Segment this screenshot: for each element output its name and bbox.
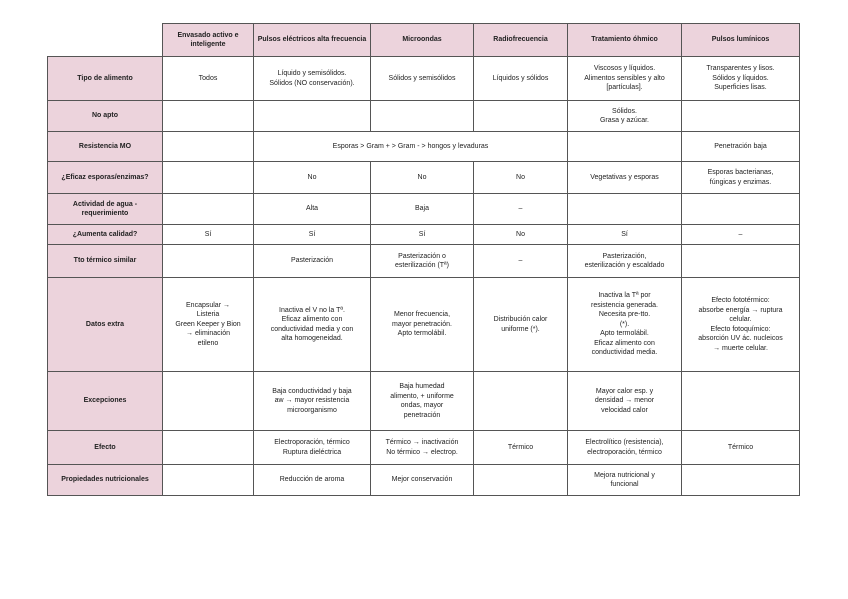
table-cell — [474, 372, 568, 431]
table-cell: Inactiva la Tª por resistencia generada. Necesita pre-tto. (*). Apto termolábil. Eficaz alimento con conductividad media. — [568, 278, 682, 372]
table-cell: Sólidos. Grasa y azúcar. — [568, 101, 682, 132]
table-cell: Baja — [371, 194, 474, 225]
table-cell — [163, 465, 254, 496]
table-cell: Térmico — [682, 431, 800, 465]
table-cell: Pasterización — [254, 245, 371, 278]
table-row — [48, 278, 800, 372]
table-cell: Alta — [254, 194, 371, 225]
table-cell — [254, 101, 371, 132]
table-cell — [682, 465, 800, 496]
row-header: Propiedades nutricionales — [48, 465, 163, 496]
table-cell — [682, 372, 800, 431]
table-cell: Mejor conservación — [371, 465, 474, 496]
table-cell: – — [474, 245, 568, 278]
table-cell: Inactiva el V no la Tª. Eficaz alimento con conductividad media y con alta homogeneidad. — [254, 278, 371, 372]
table-cell: – — [474, 194, 568, 225]
spanning-cell: Esporas > Gram + > Gram - > hongos y levaduras — [254, 132, 568, 162]
column-header: Microondas — [371, 24, 474, 57]
table-cell: Sí — [254, 225, 371, 245]
table-cell — [474, 101, 568, 132]
table-cell — [682, 245, 800, 278]
table-cell: Pasterización o esterilización (Tª) — [371, 245, 474, 278]
table-cell: Electrolítico (resistencia), electroporación, térmico — [568, 431, 682, 465]
corner-cell — [48, 24, 163, 57]
table-cell: Transparentes y lisos. Sólidos y líquidos. Superficies lisas. — [682, 57, 800, 101]
table-cell: Baja conductividad y baja aw → mayor resistencia microorganismo — [254, 372, 371, 431]
table-cell: Electroporación, térmico Ruptura dieléctrica — [254, 431, 371, 465]
table-cell: Viscosos y líquidos. Alimentos sensibles y alto [partículas]. — [568, 57, 682, 101]
table-cell — [163, 132, 254, 162]
table-cell — [163, 162, 254, 194]
row-header: Efecto — [48, 431, 163, 465]
table-cell: No — [254, 162, 371, 194]
table-cell: Líquido y semisólidos. Sólidos (NO conservación). — [254, 57, 371, 101]
table-row — [48, 372, 800, 431]
column-header: Pulsos eléctricos alta frecuencia — [254, 24, 371, 57]
table-row — [48, 225, 800, 245]
column-header: Radiofrecuencia — [474, 24, 568, 57]
table-cell: Mayor calor esp. y densidad → menor velocidad calor — [568, 372, 682, 431]
table-cell: Pasterización, esterilización y escaldado — [568, 245, 682, 278]
table-cell: Sí — [568, 225, 682, 245]
table-cell: Baja humedad alimento, + uniforme ondas, mayor penetración — [371, 372, 474, 431]
table-cell — [474, 465, 568, 496]
table-cell: Térmico → inactivación No térmico → electrop. — [371, 431, 474, 465]
table-cell: – — [682, 225, 800, 245]
table-cell: No — [371, 162, 474, 194]
table-cell: No — [474, 225, 568, 245]
table-cell: Sólidos y semisólidos — [371, 57, 474, 101]
table-cell: Sí — [163, 225, 254, 245]
table-cell: Todos — [163, 57, 254, 101]
comparison-table — [47, 23, 800, 496]
table-cell: No — [474, 162, 568, 194]
table-cell — [163, 372, 254, 431]
table-cell — [371, 101, 474, 132]
row-header: No apto — [48, 101, 163, 132]
row-header: ¿Eficaz esporas/enzimas? — [48, 162, 163, 194]
table-cell: Sí — [371, 225, 474, 245]
table-cell: Efecto fototérmico: absorbe energía → ruptura celular. Efecto fotoquímico: absorción UV ác. nucleicos → muerte celular. — [682, 278, 800, 372]
table-cell — [163, 245, 254, 278]
row-header: ¿Aumenta calidad? — [48, 225, 163, 245]
table-row — [48, 245, 800, 278]
table-cell — [163, 431, 254, 465]
table-row — [48, 162, 800, 194]
row-header: Actividad de agua - requerimiento — [48, 194, 163, 225]
table-cell — [163, 101, 254, 132]
table-cell: Esporas bacterianas, fúngicas y enzimas. — [682, 162, 800, 194]
header-row — [48, 24, 800, 57]
row-header: Tto térmico similar — [48, 245, 163, 278]
table-cell: Menor frecuencia, mayor penetración. Apto termolábil. — [371, 278, 474, 372]
column-header: Tratamiento óhmico — [568, 24, 682, 57]
table-row — [48, 194, 800, 225]
column-header: Pulsos lumínicos — [682, 24, 800, 57]
table-cell: Térmico — [474, 431, 568, 465]
table-cell: Mejora nutricional y funcional — [568, 465, 682, 496]
table-cell — [682, 101, 800, 132]
table-cell: Reducción de aroma — [254, 465, 371, 496]
table-cell — [163, 194, 254, 225]
table-cell: Vegetativas y esporas — [568, 162, 682, 194]
row-header: Resistencia MO — [48, 132, 163, 162]
table-row — [48, 465, 800, 496]
table-cell: Líquidos y sólidos — [474, 57, 568, 101]
row-header: Excepciones — [48, 372, 163, 431]
table-row — [48, 101, 800, 132]
table-row — [48, 57, 800, 101]
row-header: Datos extra — [48, 278, 163, 372]
table-cell: Distribución calor uniforme (*). — [474, 278, 568, 372]
table-row — [48, 431, 800, 465]
table-cell: Penetración baja — [682, 132, 800, 162]
table-row — [48, 132, 800, 162]
table-cell: Encapsular → Listeria Green Keeper y Bion → eliminación etileno — [163, 278, 254, 372]
column-header: Envasado activo e inteligente — [163, 24, 254, 57]
table-cell — [568, 132, 682, 162]
table-cell — [682, 194, 800, 225]
table-cell — [568, 194, 682, 225]
row-header: Tipo de alimento — [48, 57, 163, 101]
